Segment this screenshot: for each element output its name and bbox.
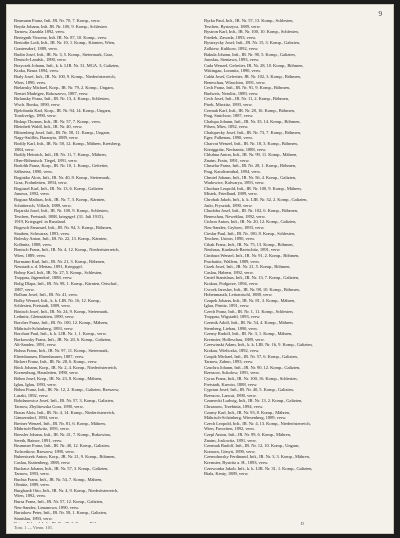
list-entry-line: Bollum Josef, Inft., IR. Nr. 41, verw. <box>14 292 78 298</box>
list-entry-line: Borcher Franz, Inft., IR. Nr. 100, 12. Komp., Mähren, <box>14 320 109 326</box>
list-entry-line: Stanislau, 1893, verw. <box>14 515 53 521</box>
list-entry-line: Bubeniczek Anton, Korp., JR. Nr. 21, 9. Komp., Böhmen, <box>14 454 116 460</box>
list-entry-line: Iglau, Pirnitz, 1891, verw. <box>204 303 250 309</box>
list-entry-line: Rzeszow, Lancut, 1890, verw. <box>204 392 257 398</box>
list-entry-line: Byrka Paul, Inft., IR. Nr. 57, 13. Komp., Schlesien, <box>204 18 294 23</box>
list-entry-line: Bjelobrada Karl, Korp., IR. Nr. 94, 14. Komp., Ungarn, <box>14 107 112 113</box>
list-entry-line: Birlansky Franz, Inft., IR. Nr. 13, 4. Komp., Schlesien, <box>14 96 110 102</box>
list-entry-line: Chodura Leopold, Inft., IR. Nr. 100, 9. Komp., Mähren, <box>204 185 302 191</box>
list-entry-line: Czernohorsky Ferdinand, Inft., IR. Nr. 3, 3. Komp., Mähren, <box>204 454 310 460</box>
list-entry-line: Bohny Karl, Inft., IR. Nr. 27, 5. Komp., Schlesien, <box>14 269 103 275</box>
list-entry-line: Breiner Wenzel, Inft., IR. Nr. 81, 6. Komp., Mähren, <box>14 420 106 426</box>
list-entry-line: Bleinheft Waldl, Inft., IR. Nr. 40, verw. <box>14 124 83 130</box>
list-entry-line: Znaim, Joslowitz, 1891, verw. <box>204 437 257 443</box>
list-entry-line: Prag, Smichow, 1887, verw. <box>204 113 254 119</box>
list-entry-line: Ober-Böhmisch. Tiegel, 1891, verw. <box>14 157 78 163</box>
list-entry-line: Bursa Franz, Inft., IR. Nr. 57, 12. Komp., Galizien, <box>14 499 104 505</box>
list-entry-line: Janowa, 1892, verw. <box>14 191 50 197</box>
list-entry-line: Czarny Karl, Inft., IR. Nr. 93, 8. Komp., Mähren, <box>204 409 291 415</box>
list-entry-line: Tarnow, Zuzahla 1892, verw. <box>14 29 65 35</box>
list-entry-line: Cihak Franz, Inft., IR. Nr. 75, 13. Komp., Böhmen, <box>204 241 294 247</box>
list-entry-line: Bohdanowicz Josef, Inft., IR. Nr. 57, 3. Komp., Galizien, <box>14 398 114 404</box>
list-entry-line: Bressler Johann, Inft., IR. Nr. 41, 7. Komp., Bukowina, <box>14 431 111 437</box>
list-entry-line: Bodolth Franz, Korp., IR. Nr. 10, 1. Komp., Gefreiter, <box>14 163 109 169</box>
list-entry-line: Bogesch Emanuel, Inft., JR. Nr. 94, 3. Komp., Böhmen, <box>14 224 112 230</box>
list-entry-line: Wadowice, Kalwarya, 1893, verw. <box>204 180 265 186</box>
list-entry-line: Bönisch Josef, Inft., IR. Nr. 24, 9. Komp., Steiermark, <box>14 308 109 314</box>
list-entry-line: Schüttersch, Villach, 1889, verw. <box>14 202 72 208</box>
list-entry-line: Gänserndorf, 1894, verw. <box>14 415 59 421</box>
footer-note: Tom. 1 — Vienn. 101. <box>14 525 54 530</box>
list-entry-line: Iglau, Iglau, 1893, verw. <box>14 381 57 387</box>
list-entry-line: Bliisenberg Josef, Inft., IR. Nr. 58, 11. Komp., Ungarn, <box>14 129 111 135</box>
list-entry-line: Tarnow, Zbylitowska Gora, 1890, verw. <box>14 403 84 409</box>
list-entry-line: Beneschau, Wlaschim, 1891, verw. <box>204 79 266 85</box>
list-entry-line: Burghardt Otto, Inft., IR. Nr. 4, 9. Komp., Niederösterreich, <box>14 487 119 493</box>
list-entry-line: Cimbura Wenzel, Inft., IR. Nr. 91, 2. Komp., Böhmen, <box>204 252 300 258</box>
list-entry-line: Mährisch-Schönberg, 1893, verw. <box>14 325 74 331</box>
list-entry-line: Cichon Anton, Inft., IR. Nr. 20, 12. Komp., Galizien, <box>204 219 297 225</box>
list-entry-line: Kraka, Bzura 1894, verw. <box>14 68 59 74</box>
list-entry-line: Buriakow Peter, Inft., IR. Nr. 58, 1. Komp., Galizien, <box>14 510 107 516</box>
list-entry-line: Brzyczek Johann, Inft., k. k. LIR. Nr. 31, MGA. 3, Galizien, <box>14 62 120 68</box>
list-entry-line: Czermak Rudolf, Inft., IR. Nr. 12, 10. Komp., Ungarn, <box>204 443 300 449</box>
list-entry-line: Tarnow, Zabno, 1893, verw. <box>204 359 254 365</box>
list-entry-line: Czerwinski Adam, Inft., k. k. LIR. Nr. 16, 9. Komp., Galizien, <box>204 342 313 348</box>
list-entry-line: Bolesky Anton, Inft., IR. Nr. 22, 13. Komp., Kärnten, <box>14 236 108 242</box>
list-entry-line: Beumann Franz, Inft. JR. Nr. 70, 7. Komp., verw. <box>14 18 101 23</box>
list-entry-line: Bielansky Michael, Korp., IR. Nr. 79, 2. Komp., Ungarn, <box>14 85 114 91</box>
list-entry-line: Braun Alois, Inft., IR. Nr. 4, 14. Komp., Niederösterreich, <box>14 409 115 415</box>
list-entry-line: Krakau, Podgorze, 1894, verw. <box>204 280 259 286</box>
list-entry-line: Teschen, Bystrzyca, 1889, verw. <box>204 23 261 29</box>
list-entry-line: Friedek, Zawada, 1893, verw. <box>204 34 257 40</box>
list-entry-line: Tarnow, 1893, verw. <box>14 471 50 477</box>
left-column <box>14 18 196 523</box>
list-entry-line: Caslau, Habern, 1892, verw. <box>204 269 254 275</box>
list-entry-line: Calda Josef, Gefreiter, JR. Nr. 102, 3. Komp., Böhmen, <box>204 73 301 79</box>
list-entry-line: Neu-Sandez, Limanowa, 1890, verw. <box>14 504 80 510</box>
list-entry-line: Bormann Karl, Inft., IR. Nr. 21, 3. Komp., Böhmen, <box>14 258 106 264</box>
list-entry-line: Cech Josef, Inft., JR. Nr. 11, 2. Komp., Böhmen, <box>204 96 289 102</box>
list-entry-line: Bakula Johann, Inft., IR. Nr. 90, 5. Komp., Galizien, <box>204 51 296 57</box>
list-entry-line: Prachatitz, Wallern, 1889, verw. <box>204 258 260 264</box>
list-entry-line: Wien, Favoriten, 1892, verw. <box>204 426 255 432</box>
list-entry-line: Teschen, Freistadt, 1888, kriegsgef. (31. Juli 1915), <box>14 213 104 219</box>
list-entry-line: Bystrzycky Josef, Inft., JR. Nr. 15, 3. Komp., Galizien, <box>204 40 300 46</box>
list-entry-line: Czerny Rudolf, Inft., IR. Nr. 3, 1. Komp., Mähren, <box>204 331 293 337</box>
list-entry-line: Buchta Franz, Inft., JR. Nr. 54, 7. Komp., Mähren, <box>14 476 103 482</box>
list-entry-line: Cyrus Franz, Inft., IR. Nr. 100, 16. Komp., Schlesien, <box>204 376 298 381</box>
list-entry-line: Böhm Franz, Inft., IR. Nr. 12, 2. Komp., Galizien, Rzeszow, <box>14 387 120 393</box>
list-entry-line: Czopik Michael, Inft., IR. Nr. 57, 6. Komp., Galizien, <box>204 353 298 359</box>
list-entry-line: Bonisch Franz, Inft., IR. Nr. 4, 12. Komp., Niederösterreich, <box>14 247 120 253</box>
footer-signature-mark: D <box>300 521 304 526</box>
list-entry-line: Sereth, Baince, 1891, verw. <box>14 437 63 443</box>
list-entry-line: Troppau, Jägerndorf, 1888, verw. <box>14 275 73 281</box>
list-entry-line: Bickert Franz, Inft., IR. Nr. 28, 6. Komp., verw. <box>14 359 98 365</box>
list-entry-line: Tschortkow, Rzeszow, 1890, verw. <box>14 448 75 454</box>
list-entry-line: Bolig Dlapa, Inft., IR. Nr. 98, 1. Komp., Kärnten, Ortschaf., <box>14 280 119 286</box>
list-entry-line: Budin Josef, Inft., IR. Nr. 3, 5. Komp., Steiermark, Graz, <box>14 51 114 57</box>
list-entry-line: Torokvelgy, 1890, verw. <box>14 113 57 119</box>
list-entry-line: Stauben, Schwarza, 1893, verw. <box>14 230 71 236</box>
list-entry-line: Leibnitz, Gleinstätten, 1890, verw. <box>14 314 75 320</box>
list-entry-line: Bohna Franz, Inft., IR. Nr. 97, 11. Komp., Steiermark, <box>14 348 109 354</box>
list-entry-line: Guntersdorf, 1889, verw. <box>14 45 58 51</box>
list-entry-line: Freistadt, Karwin, 1888, verw. <box>204 381 258 387</box>
list-entry-line: Olmütz, 1889, verw. <box>14 482 50 488</box>
list-entry-line: Jaroslau, Sieniawa, 1893, verw. <box>204 57 260 63</box>
list-entry-line: Chmelar Franz, Inft., IR. Nr. 28, 1. Komp., Böhmen, <box>204 163 297 169</box>
list-entry-line: Biskup Thomas, Inft., IR. Nr. 57, 7. Komp., verw. <box>14 118 101 124</box>
list-entry-line: Chalupecky Josef, Inft., IR. Nr. 73, 7. Komp., Böhmen, <box>204 129 301 135</box>
list-entry-line: Bogiatko Alois, Inft., IR. Nr. 40, 8. Komp., Steiermark, <box>14 174 111 180</box>
list-entry-line: Königgrätz, Nechanitz, 1888, verw. <box>204 146 267 152</box>
list-entry-line: Teschen, Ustron, 1890, verw. <box>204 236 256 242</box>
list-entry-line: Hohenmauth, Leitomischl, 1888, verw. <box>204 292 273 298</box>
list-entry-line: Bolky Wenzel, Inft., k. k. LIR. Nr. 16, 12. Komp., <box>14 297 102 303</box>
list-entry-line: Schlesien, Freistadt, 1889, verw. <box>14 303 71 309</box>
list-entry-line: 1884, verw. <box>14 146 35 152</box>
list-entry-line: Bogiazel Karl, Inft., IR. Nr. 13, 6. Komp., Galizien <box>14 185 103 191</box>
list-entry-line: Bodily Karl, Inft., IR. Nr. 58, 12. Komp., Mähren, Kreisberg, <box>14 141 121 147</box>
list-entry-line: Borchart Paul, Inft., k. k. LIR. Nr. 1, 1. Komp., verw. <box>14 331 107 337</box>
list-entry-line: Krakau, Wieliczka, 1892, verw. <box>204 348 260 354</box>
list-entry-line: Korneuburg, Hausleiten, 1890, verw. <box>14 370 79 376</box>
list-entry-line: Bystron Karl, Inft., IR. Nr. 100, 10. Komp., Schlesien, <box>204 29 299 35</box>
list-entry-line: Cieslar Paul, Inft., IR. Nr. 100, 8. Komp., Schlesien, <box>204 230 295 236</box>
list-entry-line: Chudoba Josef, Inft., IR. Nr. 102, 6. Komp., Böhmen, <box>204 208 298 214</box>
list-entry-line: Deutsch-Landsb., 1890, verw. <box>14 57 67 63</box>
list-entry-line: Znaim, Frain, 1891, verw. <box>204 157 250 163</box>
list-entry-line: Jaslo, Frysztak, 1890, verw. <box>204 202 253 208</box>
list-entry-line: Borkowsky Franz, Inft., JR. Nr. 20, 6. Komp., Galizien, <box>14 336 112 342</box>
list-entry-line: Bodily Heinrich, Inft., IR. Nr. 11, 7. Komp., Mähren, <box>14 152 107 158</box>
list-entry-line: 1919, Kriegsgef. in Russland. <box>14 219 66 225</box>
list-entry-line: Czech Leopold, Inft., IR. Nr. 4, 13. Komp., Niederösterreich, <box>204 420 311 426</box>
list-entry-line: Chrobak Jakob, Inft., k. k. LIR. Nr. 32, 2. Komp., Galizien, <box>204 197 308 202</box>
list-entry-line: Czarnecki Ludwig, Inft., IR. Nr. 13, 2. Komp., Galizien, <box>204 398 303 404</box>
list-entry-line: Prag, Karolinenthal, 1894, verw. <box>204 169 261 175</box>
list-entry-line: Böck Johann, Korp., IR. Nr. 2, 4. Komp., Niederösterreich, <box>14 364 118 370</box>
list-entry-line: Czuchra Johann, Inft., JR. Nr. 90, 12. Komp., Galizien, <box>204 364 301 370</box>
list-entry-line: Mistek, Friedland, 1889, verw. <box>204 191 258 197</box>
list-entry-line: Komorn, Gönyü, 1890, verw. <box>204 448 256 454</box>
list-entry-line: Czerwonka Jakob, Inft., k. k. LIR. Nr. 31, 1. Komp., Galizien, <box>204 465 313 471</box>
list-entry-line: Cada Wenzel, Gefreiter, IR. Nr. 28, 10. Komp., Böhmen, <box>204 62 304 68</box>
list-entry-line: Cermak Karl, Inft., IR. Nr. 28, 16. Komp., Böhmen, <box>204 107 295 113</box>
list-entry-line: Cyprian Josef, Inft., IR. Nr. 40, 5. Komp., Galizien, <box>204 387 294 393</box>
list-entry-line: Czernik Adolf, Inft., IR. Nr. 54, 4. Komp., Mähren, <box>204 320 294 326</box>
list-entry-line: Alt-Sandez, 1891, verw. <box>14 342 57 348</box>
list-entry-line: Sternberg, Liebau, 1890, verw. <box>204 325 258 331</box>
list-entry-line: Cech Franz, Inft., IR. Nr. 91, 9. Komp., Böhmen, <box>204 85 290 91</box>
list-entry-line: Boguza Mathias, Inft., IR. Nr. 7, 3. Komp., Kärnten, <box>14 197 106 202</box>
list-entry-line: Wien, 1890, verw. <box>14 79 47 85</box>
list-entry-line: Buchacz Johann, Inft., IR. Nr. 57, 3. Komp., Galizien, <box>14 465 109 471</box>
list-entry-line: Cizek Josef, Inft., JR. Nr. 21, 5. Komp., Böhmen, <box>204 264 291 270</box>
right-column <box>204 18 386 523</box>
list-entry-line: Laszki, 1892, verw. <box>14 392 49 398</box>
list-entry-line: Neu-Sandez, Grybow, 1893, verw. <box>204 224 265 230</box>
page-number: 9 <box>378 10 382 18</box>
list-entry-line: Kolbnitz, 1888, verw. <box>14 241 52 247</box>
list-entry-line: Neuhaus, Kardasch-Rzetschitz, 1891, verw. <box>204 247 281 253</box>
list-entry-line: Czapek Johann, Inft., IR. Nr. 81, 3. Komp., Mähren, <box>204 297 296 303</box>
list-entry-line: Pilsen, Mies, 1892, verw. <box>204 124 249 130</box>
list-entry-line: Neustadt a. d. Mettau, 1891, Kriegsgef. <box>14 264 83 270</box>
list-entry-line: Czech Franz, Inft., IR. Nr. 1, 11. Komp., Schlesien, <box>204 308 294 314</box>
list-entry-line: Eger, Falkenau, 1890, verw. <box>204 135 253 141</box>
list-entry-line: Chrzanow, Trzebinia, 1894, verw. <box>204 403 264 409</box>
list-entry-line: Troppau, Wigstadtl, 1893, verw. <box>204 314 261 320</box>
list-entry-line: Bialy Josef, Inft., IR. Nr. 100, 9. Komp., Niederösterreich, <box>14 73 116 79</box>
list-entry-line: Beneschau, Neweklau, 1892, verw. <box>204 213 266 219</box>
list-entry-line: Caslau, Kuttenberg, 1888, verw. <box>14 459 71 465</box>
list-entry-line: Budweis, Netolitz, 1889, verw. <box>204 90 259 96</box>
list-entry-line: Wien, 1892, verw. <box>14 493 47 499</box>
list-entry-line: Mährisch-Budwitz, 1891, verw. <box>14 426 70 432</box>
list-entry-line: Böhm Josef, Korp., IR. Nr. 23, 8. Komp., Mähren, <box>14 376 103 381</box>
list-entry-line: Cvrcek Jaroslav, Inft., IR. Nr. 98, 10. Komp., Böhmen, <box>204 286 300 292</box>
list-entry-line: Bertegnik Vincenz, Inft. IR. Nr. 87, 10. Komp., verw. <box>14 34 108 40</box>
list-entry-line: Chmiel Johann, Inft., IR. Nr. 56, 4. Komp., Galizien, <box>204 174 297 180</box>
list-entry-line: Pisek, Mirotitz, 1893, verw. <box>204 101 253 107</box>
list-entry-line: Bojarski Josef, Inft., IR. Nr. 100, 9. Komp., Schlesien, <box>14 208 109 214</box>
list-entry-line: Czepl Anton, Inft., JR. Nr. 99, 6. Komp., Mähren, <box>204 431 291 437</box>
list-entry-line: Kremsier, Holleschau, 1889, verw. <box>204 336 265 342</box>
list-entry-line: Wien, 1889, verw. <box>14 252 47 258</box>
list-entry-line: Nemet Madrigez, Rokoszovo, 1887, verw. <box>14 90 89 96</box>
list-entry-line: Sälbsetsz, 1890, verw. <box>14 169 53 175</box>
list-entry-line: Wittingau, Lomnitz, 1890, verw. <box>204 68 262 74</box>
list-entry-line: Brummer Franz, Inft., IR. Nr. 40, 12. Komp., Galizien, <box>14 443 110 449</box>
list-entry-line: 1887, verw. <box>14 286 35 292</box>
list-entry-line: Bertodin Lodi, Inft., IR. Nr. 10, 1. Komp., Kärnten, Wien, <box>14 40 116 46</box>
list-entry-line: Graz, Frohnleiten, 1894, verw. <box>14 180 68 186</box>
list-entry-line: Chalupa Johann, Inft., JR. Nr. 35, 14. Komp., Böhmen, <box>204 118 301 124</box>
list-entry-line: Charvat Wenzel, Inft., IR. Nr. 18, 3. Komp., Böhmen, <box>204 141 298 147</box>
list-entry-line: Chlubna Anton, Inft., IR. Nr. 99, 11. Komp., Mähren, <box>204 152 298 158</box>
list-entry-line <box>14 521 196 523</box>
list-entry-line: Beyda Johann, Inft. JR. Nr. 100, 9. Komp., Schlesien <box>14 23 107 29</box>
list-entry-line: Kremsier, Bystritz a. H., 1893, verw. <box>204 459 269 465</box>
list-entry-line: Cmiel Stanislaus, Inft., IR. Nr. 13, 7. Komp., Galizien, <box>204 275 300 281</box>
list-entry-line: Zolkiew, Kulikow, 1892, verw. <box>204 45 259 51</box>
list-entry-line: Ehrenhausen, Ehrenhausen, 1887, verw. <box>14 353 85 359</box>
document-page <box>6 4 394 534</box>
list-entry-line: Rzeszow, Sokolow, 1891, verw. <box>204 370 260 376</box>
list-entry-line: Nagy-Szöllös, Baranyia, 1889, verw. <box>14 135 79 141</box>
list-entry-line: Biala, Kenty, 1889, verw. <box>204 471 249 477</box>
list-entry-line: Mährisch-Schönberg, Wiesenberg, 1889, verw. <box>204 415 287 421</box>
list-entry-line: Wsch. Bonka, 1890, verw. <box>14 101 61 107</box>
